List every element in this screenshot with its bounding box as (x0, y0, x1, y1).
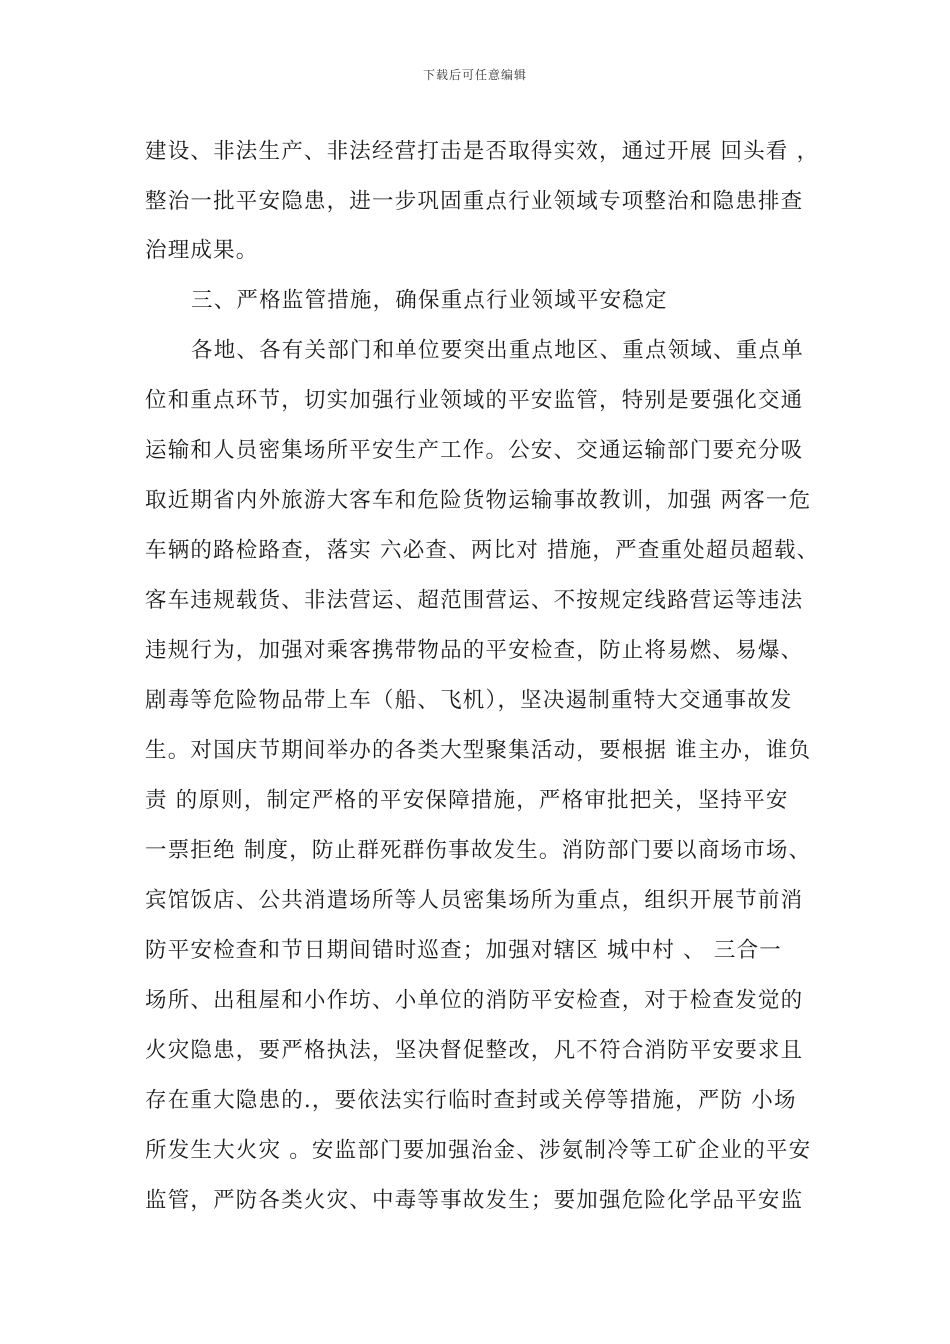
text-line: 整治一批平安隐患，进一步巩固重点行业领域专项整治和隐患排查 (145, 189, 804, 214)
text-line: 取近期省内外旅游大客车和危险货物运输事故教训，加强 两客一危 (145, 488, 812, 513)
text-line: 车辆的路检路查，落实 六必查、两比对 措施，严查重处超员超载、 (145, 538, 820, 563)
text-line: 责 的原则，制定严格的平安保障措施，严格审批把关，坚持平安 (145, 788, 789, 813)
text-line: 防平安检查和节日期间错时巡查；加强对辖区 城中村 、 三合一 (145, 938, 783, 963)
text-line: 场所、出租屋和小作坊、小单位的消防平安检查，对于检查发觉的 (145, 988, 804, 1013)
text-line: 所发生大火灾 。安监部门要加强治金、涉氨制冷等工矿企业的平安 (145, 1138, 812, 1163)
text-line: 位和重点环节，切实加强行业领域的平安监管，特别是要强化交通 (145, 388, 804, 413)
text-line: 宾馆饭店、公共消遣场所等人员密集场所为重点，组织开展节前消 (145, 888, 804, 913)
text-line: 运输和人员密集场所平安生产工作。公安、交通运输部门要充分吸 (145, 438, 804, 463)
text-line: 火灾隐患，要严格执法，坚决督促整改，凡不符合消防平安要求且 (145, 1038, 804, 1063)
text-line: 一票拒绝 制度，防止群死群伤事故发生。消防部门要以商场市场、 (145, 838, 812, 863)
text-line: 生。对国庆节期间举办的各类大型聚集活动，要根据 谁主办，谁负 (145, 738, 812, 763)
text-line: 违规行为，加强对乘客携带物品的平安检查，防止将易燃、易爆、 (145, 638, 804, 663)
text-line: 建设、非法生产、非法经营打击是否取得实效，通过开展 回头看 ， (145, 139, 820, 164)
text-line: 客车违规载货、非法营运、超范围营运、不按规定线路营运等违法 (145, 588, 804, 613)
text-line: 治理成果。 (145, 238, 259, 263)
text-line: 剧毒等危险物品带上车（船、飞机），坚决遏制重特大交通事故发 (145, 688, 793, 713)
text-line: 监管，严防各类火灾、中毒等事故发生；要加强危险化学品平安监 (145, 1188, 804, 1213)
paragraph-first-line: 各地、各有关部门和单位要突出重点地区、重点领域、重点单 (191, 338, 804, 363)
text-line: 存在重大隐患的.，要依法实行临时查封或关停等措施，严防 小场 (145, 1088, 797, 1113)
page-header-note: 下载后可任意编辑 (422, 68, 527, 82)
section-heading: 三、严格监管措施，确保重点行业领域平安稳定 (191, 288, 668, 313)
